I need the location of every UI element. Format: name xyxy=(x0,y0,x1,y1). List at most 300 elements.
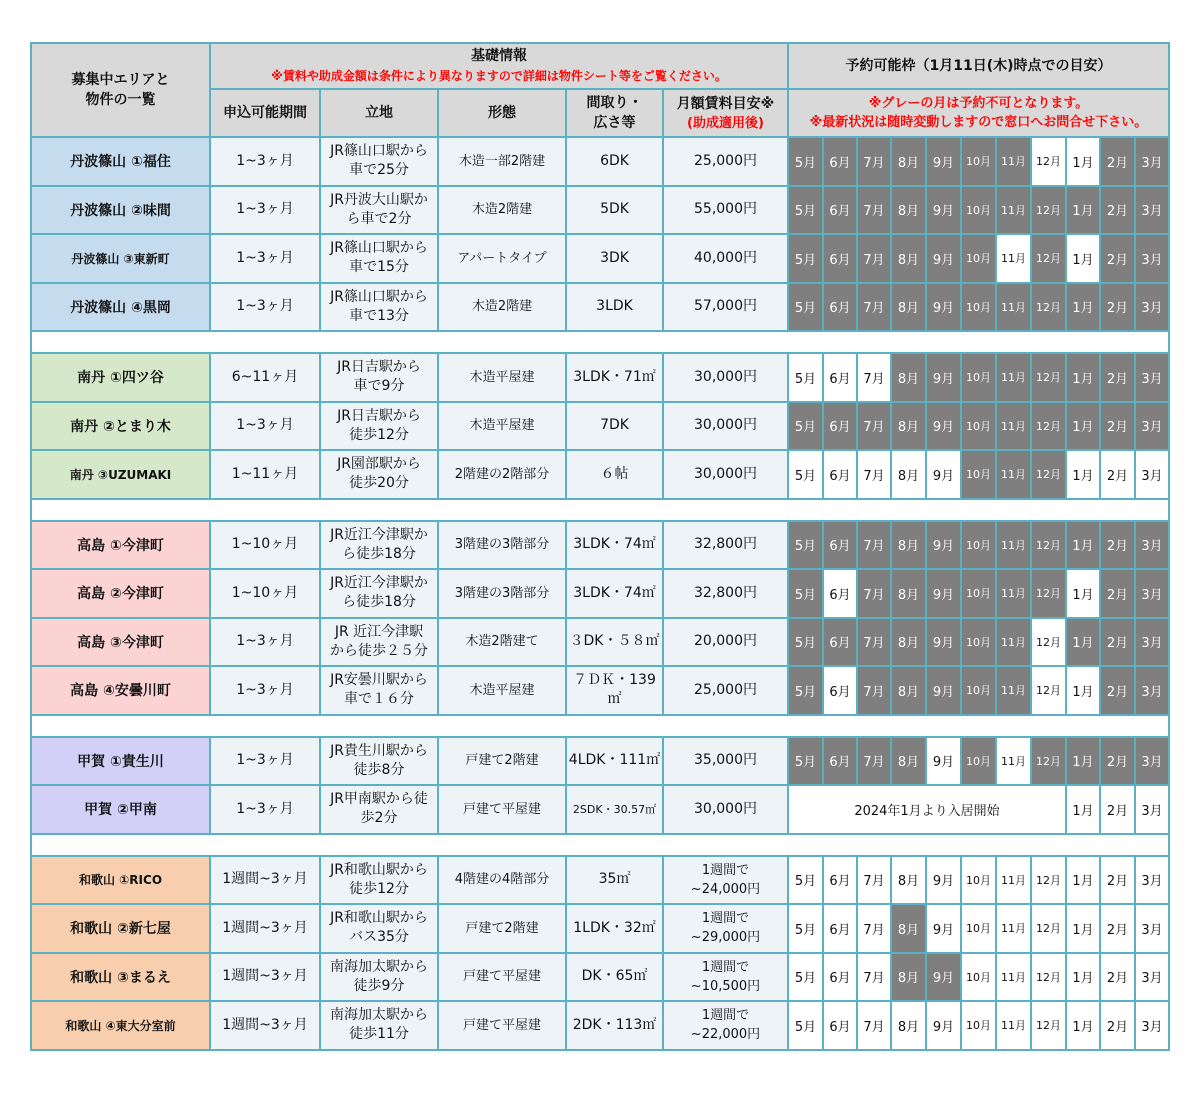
month-slot[interactable]: 7月 xyxy=(857,953,891,1002)
application-period: 1~3ヶ月 xyxy=(210,785,320,834)
month-slot: 5月 xyxy=(788,569,823,618)
month-slot: 3月 xyxy=(1135,234,1169,283)
application-period: 1~3ヶ月 xyxy=(210,618,320,667)
month-slot[interactable]: 12月 xyxy=(1031,904,1066,953)
month-slot: 10月 xyxy=(961,402,996,451)
month-slot[interactable]: 11月 xyxy=(996,737,1031,786)
month-slot[interactable]: 1月 xyxy=(1066,904,1100,953)
rent-line1: 30,000円 xyxy=(694,368,757,385)
layout-size: 3LDK・71㎡ xyxy=(566,353,663,402)
month-slot[interactable]: 3月 xyxy=(1135,953,1169,1002)
table-row[interactable] xyxy=(31,904,1169,953)
location-line2: 車で15分 xyxy=(349,259,409,276)
location-line1: JR安曇川駅から xyxy=(330,672,428,689)
month-slot: 8月 xyxy=(891,953,926,1002)
table-row[interactable] xyxy=(31,618,1169,667)
month-slot: 5月 xyxy=(788,521,823,570)
month-slot: 11月 xyxy=(996,666,1031,715)
month-slot: 1月 xyxy=(1066,618,1100,667)
month-slot: 10月 xyxy=(961,353,996,402)
rent-line2: ~10,500円 xyxy=(690,978,761,994)
month-slot: 7月 xyxy=(857,521,891,570)
month-slot[interactable]: 11月 xyxy=(996,1001,1031,1050)
month-slot[interactable]: 1月 xyxy=(1066,137,1100,186)
month-slot: 8月 xyxy=(891,904,926,953)
location-cell xyxy=(320,186,438,235)
rent-header xyxy=(663,89,788,137)
application-period: 1週間~3ヶ月 xyxy=(210,856,320,905)
month-slot: 2月 xyxy=(1100,137,1135,186)
month-slot[interactable]: 9月 xyxy=(926,904,961,953)
month-slot: 2月 xyxy=(1100,785,1135,834)
month-slot[interactable]: 1月 xyxy=(1066,953,1100,1002)
table-row[interactable] xyxy=(31,402,1169,451)
month-slot[interactable]: 9月 xyxy=(926,856,961,905)
month-slot: 11月 xyxy=(996,402,1031,451)
month-slot: 11月 xyxy=(996,618,1031,667)
monthly-rent xyxy=(663,618,788,667)
location-cell xyxy=(320,666,438,715)
month-slot[interactable]: 9月 xyxy=(926,450,961,499)
layout-size: 6DK xyxy=(566,137,663,186)
application-period: 1週間~3ヶ月 xyxy=(210,1001,320,1050)
month-slot[interactable]: 11月 xyxy=(996,904,1031,953)
month-slot: 3月 xyxy=(1135,521,1169,570)
table-row[interactable] xyxy=(31,953,1169,1002)
month-slot[interactable]: 3月 xyxy=(1135,450,1169,499)
layout-header xyxy=(566,89,663,137)
location-line1: JR近江今津駅か xyxy=(330,526,428,543)
move-in-note: 2024年1月より入居開始 xyxy=(788,785,1066,834)
layout-size: 5DK xyxy=(566,186,663,235)
monthly-rent xyxy=(663,450,788,499)
monthly-rent xyxy=(663,186,788,235)
month-slot: 7月 xyxy=(857,402,891,451)
application-period: 1~3ヶ月 xyxy=(210,186,320,235)
month-slot: 1月 xyxy=(1066,521,1100,570)
location-line1: JR和歌山駅から xyxy=(330,910,428,927)
month-slot: 9月 xyxy=(926,521,961,570)
rent-line1: 30,000円 xyxy=(694,465,757,482)
month-slot[interactable]: 5月 xyxy=(788,353,823,402)
month-slot: 5月 xyxy=(788,618,823,667)
property-name: 和歌山 ②新七屋 xyxy=(31,904,210,953)
month-slot[interactable]: 3月 xyxy=(1135,856,1169,905)
month-slot: 6月 xyxy=(823,283,857,332)
month-slot: 11月 xyxy=(996,283,1031,332)
building-type: 3階建の3階部分 xyxy=(438,521,566,570)
building-type: 木造平屋建 xyxy=(438,402,566,451)
location-line2: ら徒歩18分 xyxy=(342,594,416,611)
location-line1: JR篠山口駅から xyxy=(330,143,428,160)
location-line1: 南海加太駅から xyxy=(330,1007,428,1024)
month-slot: 11月 xyxy=(996,450,1031,499)
location-cell xyxy=(320,521,438,570)
month-slot: 8月 xyxy=(891,521,926,570)
table-row[interactable] xyxy=(31,737,1169,786)
month-slot: 3月 xyxy=(1135,569,1169,618)
month-slot: 2月 xyxy=(1100,402,1135,451)
month-slot[interactable]: 2月 xyxy=(1100,1001,1135,1050)
month-slot[interactable]: 6月 xyxy=(823,569,857,618)
month-slot: 10月 xyxy=(961,666,996,715)
month-slot[interactable]: 11月 xyxy=(996,234,1031,283)
month-slot: 2月 xyxy=(1100,521,1135,570)
month-slot[interactable]: 5月 xyxy=(788,450,823,499)
group-spacer xyxy=(31,499,1169,521)
month-slot: 1月 xyxy=(1066,283,1100,332)
month-slot: 11月 xyxy=(996,186,1031,235)
month-slot: 5月 xyxy=(788,283,823,332)
application-period: 1~10ヶ月 xyxy=(210,521,320,570)
month-slot: 5月 xyxy=(788,737,823,786)
rent-line1: 20,000円 xyxy=(694,633,757,650)
month-slot[interactable]: 6月 xyxy=(823,450,857,499)
location-line2: 車で9分 xyxy=(353,378,405,395)
month-slot[interactable]: 8月 xyxy=(891,450,926,499)
month-slot: 7月 xyxy=(857,137,891,186)
month-slot: 3月 xyxy=(1135,785,1169,834)
month-slot[interactable]: 6月 xyxy=(823,904,857,953)
table-row[interactable] xyxy=(31,856,1169,905)
month-slot[interactable]: 6月 xyxy=(823,666,857,715)
application-period: 6~11ヶ月 xyxy=(210,353,320,402)
building-type: 4階建の4階部分 xyxy=(438,856,566,905)
monthly-rent xyxy=(663,666,788,715)
location-cell xyxy=(320,953,438,1002)
month-slot: 12月 xyxy=(1031,353,1066,402)
month-slot[interactable]: 7月 xyxy=(857,450,891,499)
monthly-rent xyxy=(663,1001,788,1050)
month-slot: 2月 xyxy=(1100,283,1135,332)
month-slot[interactable]: 3月 xyxy=(1135,1001,1169,1050)
month-slot[interactable]: 10月 xyxy=(961,953,996,1002)
month-slot: 8月 xyxy=(891,402,926,451)
layout-size: ３DK・５８㎡ xyxy=(566,618,663,667)
month-slot: 7月 xyxy=(857,283,891,332)
month-slot[interactable]: 11月 xyxy=(996,953,1031,1002)
month-slot: 9月 xyxy=(926,234,961,283)
month-slot[interactable]: 2月 xyxy=(1100,904,1135,953)
month-slot: 3月 xyxy=(1135,402,1169,451)
table-row[interactable] xyxy=(31,234,1169,283)
property-name: 高島 ③今津町 xyxy=(31,618,210,667)
property-name: 高島 ②今津町 xyxy=(31,569,210,618)
location-header: 立地 xyxy=(320,89,438,137)
location-line2: 車で25分 xyxy=(349,162,409,179)
table-row[interactable] xyxy=(31,186,1169,235)
building-type: 木造平屋建 xyxy=(438,666,566,715)
location-cell xyxy=(320,618,438,667)
property-rows xyxy=(31,137,1169,1050)
month-slot: 1月 xyxy=(1066,402,1100,451)
month-slot[interactable]: 12月 xyxy=(1031,953,1066,1002)
location-line2: バス35分 xyxy=(349,929,409,946)
table-row[interactable] xyxy=(31,521,1169,570)
month-slot: 10月 xyxy=(961,521,996,570)
property-name: 丹波篠山 ②味間 xyxy=(31,186,210,235)
location-cell xyxy=(320,137,438,186)
month-slot[interactable]: 1月 xyxy=(1066,666,1100,715)
table-row[interactable] xyxy=(31,283,1169,332)
month-slot[interactable]: 12月 xyxy=(1031,856,1066,905)
month-slot: 3月 xyxy=(1135,186,1169,235)
month-slot[interactable]: 9月 xyxy=(926,737,961,786)
month-slot[interactable]: 5月 xyxy=(788,904,823,953)
month-slot[interactable]: 12月 xyxy=(1031,1001,1066,1050)
rent-line1: 40,000円 xyxy=(694,249,757,266)
month-slot: 10月 xyxy=(961,450,996,499)
month-slot: 2月 xyxy=(1100,234,1135,283)
application-period: 1~3ヶ月 xyxy=(210,737,320,786)
building-type: 戸建て平屋建 xyxy=(438,785,566,834)
table-row[interactable] xyxy=(31,569,1169,618)
month-slot: 5月 xyxy=(788,402,823,451)
layout-size: 35㎡ xyxy=(566,856,663,905)
month-slot[interactable]: 12月 xyxy=(1031,137,1066,186)
month-slot[interactable]: 7月 xyxy=(857,856,891,905)
rent-line1: 1週間で xyxy=(701,1008,750,1024)
month-slot: 8月 xyxy=(891,618,926,667)
location-line2: 徒歩9分 xyxy=(353,977,405,994)
month-slot: 10月 xyxy=(961,283,996,332)
location-line2: から徒歩２５分 xyxy=(330,642,428,659)
location-line2: 徒歩12分 xyxy=(349,426,409,443)
month-slot[interactable]: 1月 xyxy=(1066,569,1100,618)
month-slot: 1月 xyxy=(1066,353,1100,402)
location-line1: JR丹波大山駅か xyxy=(330,191,428,208)
month-slot[interactable]: 2月 xyxy=(1100,953,1135,1002)
month-slot: 10月 xyxy=(961,186,996,235)
month-slot: 8月 xyxy=(891,137,926,186)
location-line1: JR和歌山駅から xyxy=(330,861,428,878)
property-name: 高島 ①今津町 xyxy=(31,521,210,570)
reservation-note-line2: ※最新状況は随時変動しますので窓口へお問合せ下さい。 xyxy=(809,115,1148,130)
area-list-header xyxy=(31,43,210,137)
location-cell xyxy=(320,785,438,834)
application-period: 1週間~3ヶ月 xyxy=(210,953,320,1002)
property-table xyxy=(30,42,1170,1051)
month-slot[interactable]: 8月 xyxy=(891,856,926,905)
application-period: 1週間~3ヶ月 xyxy=(210,904,320,953)
rent-line1: 35,000円 xyxy=(694,752,757,769)
location-line2: 徒歩8分 xyxy=(353,761,405,778)
property-name: 和歌山 ④東大分室前 xyxy=(31,1001,210,1050)
month-slot[interactable]: 7月 xyxy=(857,353,891,402)
monthly-rent xyxy=(663,904,788,953)
month-slot: 11月 xyxy=(996,353,1031,402)
location-line1: JR 近江今津駅 xyxy=(334,623,424,640)
property-name: 南丹 ②とまり木 xyxy=(31,402,210,451)
rent-line1: 32,800円 xyxy=(694,584,757,601)
location-line1: JR園部駅から xyxy=(337,456,421,473)
reservation-title: 予約可能枠（1月11日(木)時点での目安） xyxy=(845,58,1112,74)
property-name: 南丹 ①四ツ谷 xyxy=(31,353,210,402)
month-slot[interactable]: 10月 xyxy=(961,904,996,953)
month-slot[interactable]: 12月 xyxy=(1031,618,1066,667)
property-name: 丹波篠山 ③東新町 xyxy=(31,234,210,283)
month-slot: 8月 xyxy=(891,666,926,715)
application-period: 1~3ヶ月 xyxy=(210,234,320,283)
month-slot: 9月 xyxy=(926,618,961,667)
month-slot: 9月 xyxy=(926,137,961,186)
layout-size: 2SDK・30.57㎡ xyxy=(566,785,663,834)
month-slot[interactable]: 1月 xyxy=(1066,450,1100,499)
monthly-rent xyxy=(663,402,788,451)
group-spacer-cell xyxy=(31,499,1169,521)
month-slot: 12月 xyxy=(1031,450,1066,499)
month-slot[interactable]: 2月 xyxy=(1100,856,1135,905)
month-slot[interactable]: 1月 xyxy=(1066,856,1100,905)
month-slot: 11月 xyxy=(996,137,1031,186)
month-slot[interactable]: 7月 xyxy=(857,1001,891,1050)
month-slot[interactable]: 6月 xyxy=(823,353,857,402)
table-row[interactable] xyxy=(31,1001,1169,1050)
area-list-header-line2: 物件の一覧 xyxy=(85,92,156,108)
month-slot: 6月 xyxy=(823,402,857,451)
month-slot[interactable]: 10月 xyxy=(961,1001,996,1050)
group-spacer xyxy=(31,331,1169,353)
month-slot[interactable]: 1月 xyxy=(1066,1001,1100,1050)
property-name: 甲賀 ②甲南 xyxy=(31,785,210,834)
area-list-header-line1: 募集中エリアと xyxy=(71,72,170,88)
rent-header-line2: (助成適用後) xyxy=(687,115,764,131)
month-slot: 9月 xyxy=(926,402,961,451)
month-slot: 2月 xyxy=(1100,353,1135,402)
building-type: 戸建て2階建 xyxy=(438,737,566,786)
location-line1: 南海加太駅から xyxy=(330,958,428,975)
month-slot[interactable]: 8月 xyxy=(891,1001,926,1050)
location-line2: 徒歩20分 xyxy=(349,475,409,492)
month-slot[interactable]: 6月 xyxy=(823,1001,857,1050)
month-slot: 7月 xyxy=(857,666,891,715)
month-slot[interactable]: 9月 xyxy=(926,1001,961,1050)
month-slot[interactable]: 6月 xyxy=(823,856,857,905)
month-slot: 6月 xyxy=(823,618,857,667)
location-line2: ら徒歩18分 xyxy=(342,545,416,562)
month-slot: 7月 xyxy=(857,569,891,618)
location-line2: ら車で2分 xyxy=(346,210,412,227)
month-slot: 5月 xyxy=(788,234,823,283)
location-line1: JR甲南駅から徒 xyxy=(330,791,428,808)
reservation-note xyxy=(788,89,1169,137)
month-slot: 7月 xyxy=(857,186,891,235)
table-row[interactable] xyxy=(31,785,1169,834)
month-slot: 2月 xyxy=(1100,737,1135,786)
month-slot: 12月 xyxy=(1031,569,1066,618)
month-slot: 6月 xyxy=(823,186,857,235)
application-period: 1~3ヶ月 xyxy=(210,402,320,451)
month-slot[interactable]: 11月 xyxy=(996,856,1031,905)
month-slot[interactable]: 3月 xyxy=(1135,904,1169,953)
table-row[interactable] xyxy=(31,137,1169,186)
monthly-rent xyxy=(663,353,788,402)
group-spacer-cell xyxy=(31,331,1169,353)
layout-size: 7DK xyxy=(566,402,663,451)
rent-line1: 30,000円 xyxy=(694,417,757,434)
month-slot: 3月 xyxy=(1135,737,1169,786)
location-cell xyxy=(320,569,438,618)
rent-line1: 1週間で xyxy=(701,911,750,927)
month-slot: 12月 xyxy=(1031,737,1066,786)
month-slot: 2月 xyxy=(1100,569,1135,618)
property-name: 丹波篠山 ①福住 xyxy=(31,137,210,186)
month-slot: 1月 xyxy=(1066,737,1100,786)
monthly-rent xyxy=(663,737,788,786)
location-line2: 車で１６分 xyxy=(344,691,414,708)
month-slot[interactable]: 5月 xyxy=(788,1001,823,1050)
location-line2: 車で13分 xyxy=(349,307,409,324)
layout-size: 3DK xyxy=(566,234,663,283)
layout-size: ６帖 xyxy=(566,450,663,499)
month-slot: 12月 xyxy=(1031,234,1066,283)
month-slot: 10月 xyxy=(961,234,996,283)
rent-line1: 25,000円 xyxy=(694,152,757,169)
group-spacer xyxy=(31,834,1169,856)
location-cell xyxy=(320,283,438,332)
month-slot: 12月 xyxy=(1031,521,1066,570)
monthly-rent xyxy=(663,785,788,834)
month-slot: 8月 xyxy=(891,569,926,618)
location-line1: JR貴生川駅から xyxy=(330,742,428,759)
monthly-rent xyxy=(663,856,788,905)
rent-line1: 55,000円 xyxy=(694,201,757,218)
month-slot[interactable]: 1月 xyxy=(1066,234,1100,283)
layout-size: 1LDK・32㎡ xyxy=(566,904,663,953)
location-line1: JR日吉駅から xyxy=(337,359,421,376)
monthly-rent xyxy=(663,569,788,618)
month-slot[interactable]: 7月 xyxy=(857,904,891,953)
month-slot: 9月 xyxy=(926,666,961,715)
application-period: 1~3ヶ月 xyxy=(210,666,320,715)
month-slot: 2月 xyxy=(1100,618,1135,667)
table-row[interactable] xyxy=(31,666,1169,715)
application-period: 1~3ヶ月 xyxy=(210,137,320,186)
month-slot: 8月 xyxy=(891,737,926,786)
application-period: 1~11ヶ月 xyxy=(210,450,320,499)
table-row[interactable] xyxy=(31,450,1169,499)
table-row[interactable] xyxy=(31,353,1169,402)
month-slot[interactable]: 5月 xyxy=(788,856,823,905)
rent-line1: 32,800円 xyxy=(694,536,757,553)
location-line1: JR日吉駅から xyxy=(337,407,421,424)
month-slot: 10月 xyxy=(961,137,996,186)
property-name: 高島 ④安曇川町 xyxy=(31,666,210,715)
monthly-rent xyxy=(663,234,788,283)
location-line1: JR近江今津駅か xyxy=(330,575,428,592)
location-line1: JR篠山口駅から xyxy=(330,288,428,305)
building-type: 2階建の2階部分 xyxy=(438,450,566,499)
reservation-note-line1: ※グレーの月は予約不可となります。 xyxy=(868,96,1089,111)
month-slot[interactable]: 5月 xyxy=(788,953,823,1002)
location-line2: 徒歩11分 xyxy=(349,1026,409,1043)
month-slot[interactable]: 12月 xyxy=(1031,666,1066,715)
month-slot[interactable]: 2月 xyxy=(1100,450,1135,499)
location-cell xyxy=(320,234,438,283)
building-type: 木造平屋建 xyxy=(438,353,566,402)
layout-header-line1: 間取り・ xyxy=(586,95,643,111)
building-type: 戸建て2階建 xyxy=(438,904,566,953)
month-slot[interactable]: 10月 xyxy=(961,856,996,905)
month-slot[interactable]: 6月 xyxy=(823,953,857,1002)
location-line1: JR篠山口駅から xyxy=(330,240,428,257)
location-cell xyxy=(320,1001,438,1050)
month-slot: 7月 xyxy=(857,234,891,283)
month-slot: 12月 xyxy=(1031,402,1066,451)
layout-size: 3LDK xyxy=(566,283,663,332)
group-spacer-cell xyxy=(31,715,1169,737)
location-cell xyxy=(320,856,438,905)
